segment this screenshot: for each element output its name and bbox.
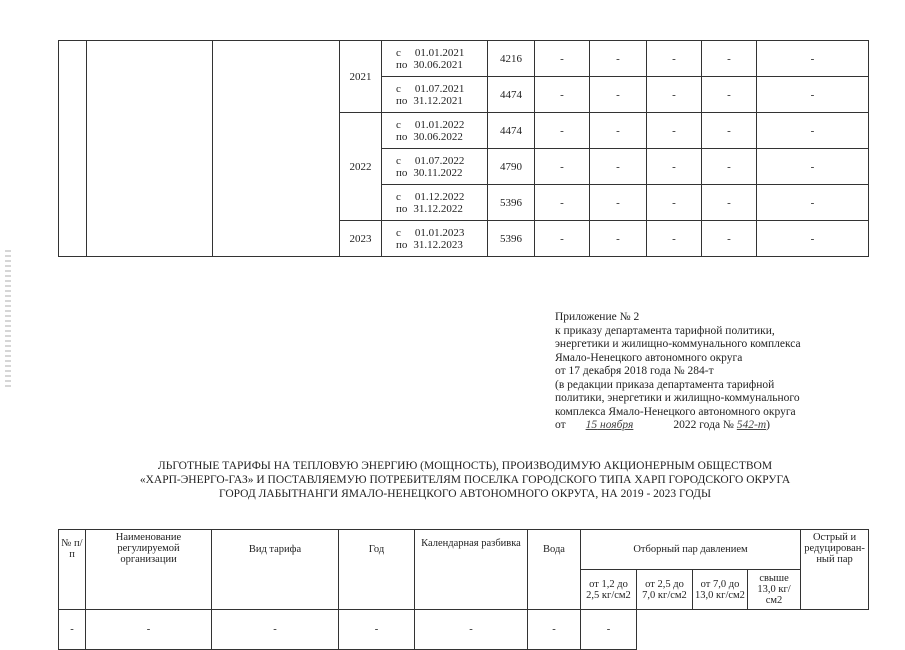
dash-cell: - (535, 185, 590, 221)
value-cell: 4216 (488, 41, 535, 77)
tariff-table (58, 40, 869, 257)
dash-cell: - (590, 185, 647, 221)
year-cell: 2021 (340, 41, 382, 113)
margin-stamp (5, 250, 11, 390)
period-cell (382, 113, 488, 149)
period-cell (382, 149, 488, 185)
dash-cell: - (702, 113, 757, 149)
value-cell: 5396 (488, 221, 535, 257)
value-cell: 4790 (488, 149, 535, 185)
period-from: с 01.01.2021 (396, 46, 465, 59)
period-cell (382, 185, 488, 221)
dash-cell: - (647, 41, 702, 77)
header-p4: свыше 13,0 кг/см2 (748, 570, 801, 610)
dash-cell: - (757, 41, 869, 77)
period-cell (382, 77, 488, 113)
value-cell: 5396 (488, 185, 535, 221)
header-calendar: Календарная разбивка (415, 530, 528, 610)
dash-cell: - (647, 77, 702, 113)
appendix-line: Ямало-Ненецкого автономного округа (555, 351, 743, 364)
header-table (58, 529, 869, 650)
period-cell (382, 41, 488, 77)
appendix-note (555, 311, 875, 433)
value-cell: 4474 (488, 113, 535, 149)
dash-cell: - (757, 185, 869, 221)
dash-cell: - (647, 149, 702, 185)
dash-cell: - (590, 41, 647, 77)
header-org: Наименование регулируемой организации (86, 530, 212, 610)
dash-cell: - (590, 77, 647, 113)
dash-cell: - (535, 113, 590, 149)
period-to: по 31.12.2023 (396, 238, 463, 251)
period-to: по 30.11.2022 (396, 166, 463, 179)
dash-cell: - (647, 185, 702, 221)
header-num: № п/п (59, 530, 86, 610)
header-tariff-type: Вид тарифа (212, 530, 339, 610)
dash-cell: - (535, 41, 590, 77)
header-sharp-steam: Острый и редуцирован-ный пар (801, 530, 869, 610)
period-from: с 01.12.2022 (396, 190, 465, 203)
value-cell: 4474 (488, 77, 535, 113)
appendix-line: к приказу департамента тарифной политики, (555, 324, 775, 337)
org-cell (87, 41, 213, 257)
tariff-row (59, 41, 869, 77)
period-to: по 30.06.2021 (396, 58, 463, 71)
handwritten-date: 15 ноября (585, 419, 634, 431)
dash-cell: - (535, 149, 590, 185)
dash-cell: - (757, 77, 869, 113)
dash-cell: - (757, 149, 869, 185)
dash-cell: - (702, 41, 757, 77)
dash-cell: - (590, 113, 647, 149)
period-from: с 01.07.2022 (396, 154, 465, 167)
appendix-line: комплекса Ямало-Ненецкого автономного округа (555, 405, 796, 418)
dash-cell: - (757, 221, 869, 257)
appendix-line: политики, энергетики и жилищно-коммунального (555, 392, 800, 404)
dash-cell: - (339, 610, 415, 650)
tariff-type-cell (213, 41, 340, 257)
year-cell: 2023 (340, 221, 382, 257)
appendix-line: от 17 декабря 2018 года № 284-т (555, 365, 714, 377)
period-from: с 01.01.2023 (396, 226, 465, 239)
period-from: с 01.07.2021 (396, 82, 465, 95)
period-to: по 31.12.2022 (396, 202, 463, 215)
header-year: Год (339, 530, 415, 610)
appendix-line: (в редакции приказа департамента тарифной (555, 378, 775, 391)
dash-cell: - (702, 221, 757, 257)
header-p1: от 1,2 до 2,5 кг/см2 (581, 570, 637, 610)
dash-cell: - (581, 610, 637, 650)
dash-cell: - (702, 77, 757, 113)
header-p2: от 2,5 до 7,0 кг/см2 (637, 570, 693, 610)
header-steam: Отборный пар давлением (581, 530, 801, 570)
dash-cell: - (647, 221, 702, 257)
period-from: с 01.01.2022 (396, 118, 465, 131)
period-to: по 30.06.2022 (396, 130, 463, 143)
dash-cell: - (535, 77, 590, 113)
dash-cell: - (528, 610, 581, 650)
appendix-line: энергетики и жилищно-коммунального комплекса (555, 338, 801, 350)
dash-cell: - (702, 185, 757, 221)
dash-cell: - (647, 113, 702, 149)
dash-cell: - (590, 149, 647, 185)
year-cell: 2022 (340, 113, 382, 221)
period-cell (382, 221, 488, 257)
dash-cell: - (757, 113, 869, 149)
handwritten-number: 542-т (736, 419, 767, 431)
appendix-date-line: от 15 ноября 2022 года № 542-т) (555, 419, 771, 431)
dash-cell: - (59, 610, 86, 650)
dash-cell: - (415, 610, 528, 650)
dash-cell: - (212, 610, 339, 650)
dash-row (59, 610, 869, 650)
appendix-line: Приложение № 2 (555, 311, 640, 323)
period-to: по 31.12.2021 (396, 94, 463, 107)
header-p3: от 7,0 до 13,0 кг/см2 (693, 570, 748, 610)
dash-cell: - (86, 610, 212, 650)
dash-cell: - (702, 149, 757, 185)
row-num-cell (59, 41, 87, 257)
dash-cell: - (535, 221, 590, 257)
header-water: Вода (528, 530, 581, 610)
dash-cell: - (590, 221, 647, 257)
document-title: ЛЬГОТНЫЕ ТАРИФЫ НА ТЕПЛОВУЮ ЭНЕРГИЮ (МОЩНОСТЬ), ПРОИЗВОДИМУЮ АКЦИОНЕРНЫМ ОБЩЕСТВОМ «ХАРП-ЭНЕРГО-ГАЗ» И ПОСТАВЛЯЕМУЮ ПОТРЕБИТЕЛЯМ ПОСЕЛКА ГОРОДСКОГО ТИПА ХАРП ГОРОДСКОГО ОКРУГА ГОРОД ЛАБЫТНАНГИ ЯМАЛО-НЕНЕЦКОГО АВТОНОМНОГО ОКРУГА, НА 2019 - 2023 ГОДЫ (139, 460, 791, 500)
